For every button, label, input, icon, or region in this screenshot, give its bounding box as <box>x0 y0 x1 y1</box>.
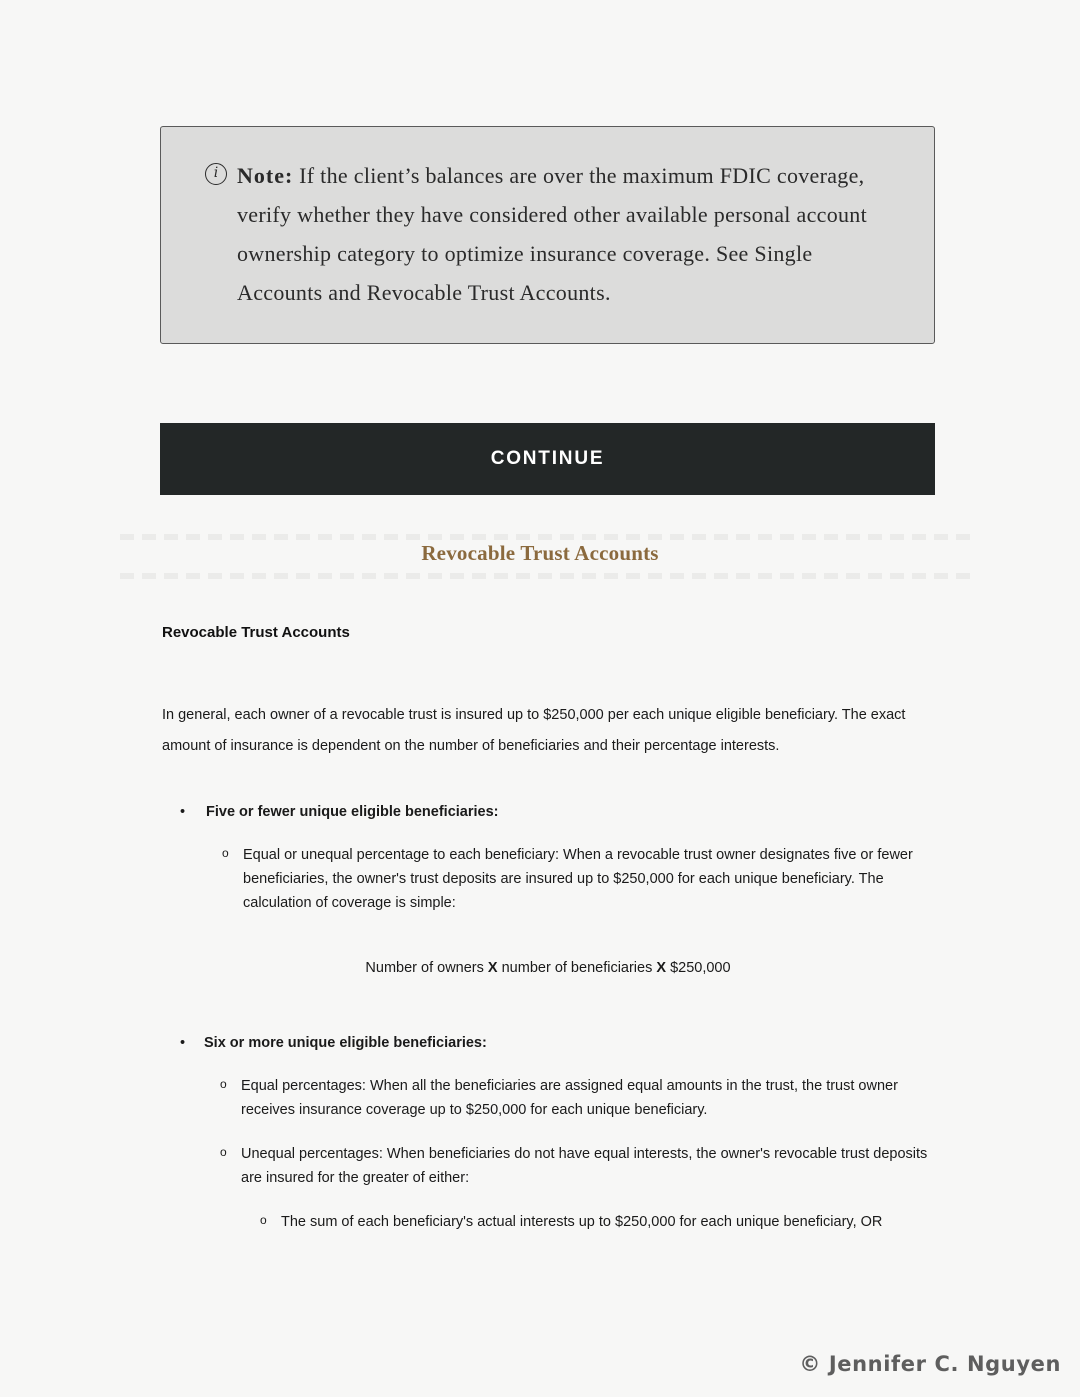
section-subheading: Revocable Trust Accounts <box>162 624 350 641</box>
bullet-text: Equal percentages: When all the beneficiaries are assigned equal amounts in the trust, the trust owner receives insurance coverage up to $250,000 for each unique beneficiary. <box>241 1078 898 1118</box>
bullet-disc-icon: • <box>180 1035 186 1051</box>
bullet-circle-icon: o <box>220 1077 227 1091</box>
copyright-watermark: © Jennifer C. Nguyen <box>799 1352 1061 1376</box>
list-item <box>220 1074 930 1122</box>
faint-divider <box>120 573 970 579</box>
list-item <box>180 800 940 824</box>
note-callout <box>160 126 935 344</box>
formula-multiply: X <box>656 960 667 976</box>
coverage-formula <box>0 960 1080 976</box>
formula-multiply: X <box>487 960 498 976</box>
bullet-disc-icon: • <box>180 804 186 820</box>
info-icon: i <box>205 163 227 185</box>
note-text <box>237 156 897 312</box>
bullet-text: Equal or unequal percentage to each beneficiary: When a revocable trust owner designates five or fewer beneficiaries, the owner's trust deposits are insured up to $250,000 for each unique beneficiary. The calculation of coverage is simple: <box>243 847 913 911</box>
bullet-text: The sum of each beneficiary's actual interests up to $250,000 for each unique beneficiary, OR <box>281 1214 883 1230</box>
formula-part: Number of owners <box>365 960 488 976</box>
bullet-circle-icon: o <box>220 1145 227 1159</box>
list-item <box>222 843 922 915</box>
faint-divider <box>120 534 970 540</box>
continue-button[interactable]: CONTINUE <box>160 423 935 495</box>
formula-part: $250,000 <box>666 960 731 976</box>
list-item <box>180 1031 940 1055</box>
list-item <box>260 1210 940 1234</box>
bullet-circle-icon: o <box>222 846 229 860</box>
formula-part: number of beneficiaries <box>497 960 657 976</box>
bullet-label: Six or more unique eligible beneficiaries: <box>204 1035 487 1051</box>
note-label: Note: <box>237 163 294 188</box>
list-item <box>220 1142 930 1190</box>
section-heading: Revocable Trust Accounts <box>421 541 659 565</box>
intro-paragraph: In general, each owner of a revocable trust is insured up to $250,000 per each unique eligible beneficiary. The exact amount of insurance is dependent on the number of beneficiaries and their percentage interests. <box>162 707 906 754</box>
bullet-text: Unequal percentages: When beneficiaries do not have equal interests, the owner's revocable trust deposits are insured for the greater of either: <box>241 1146 928 1186</box>
note-body: If the client’s balances are over the maximum FDIC coverage, verify whether they have considered other available personal account ownership category to optimize insurance coverage. See Single Accounts and Revocable Trust Accounts. <box>237 163 868 305</box>
bullet-circle-icon: o <box>260 1213 267 1227</box>
bullet-label: Five or fewer unique eligible beneficiaries: <box>206 804 499 820</box>
